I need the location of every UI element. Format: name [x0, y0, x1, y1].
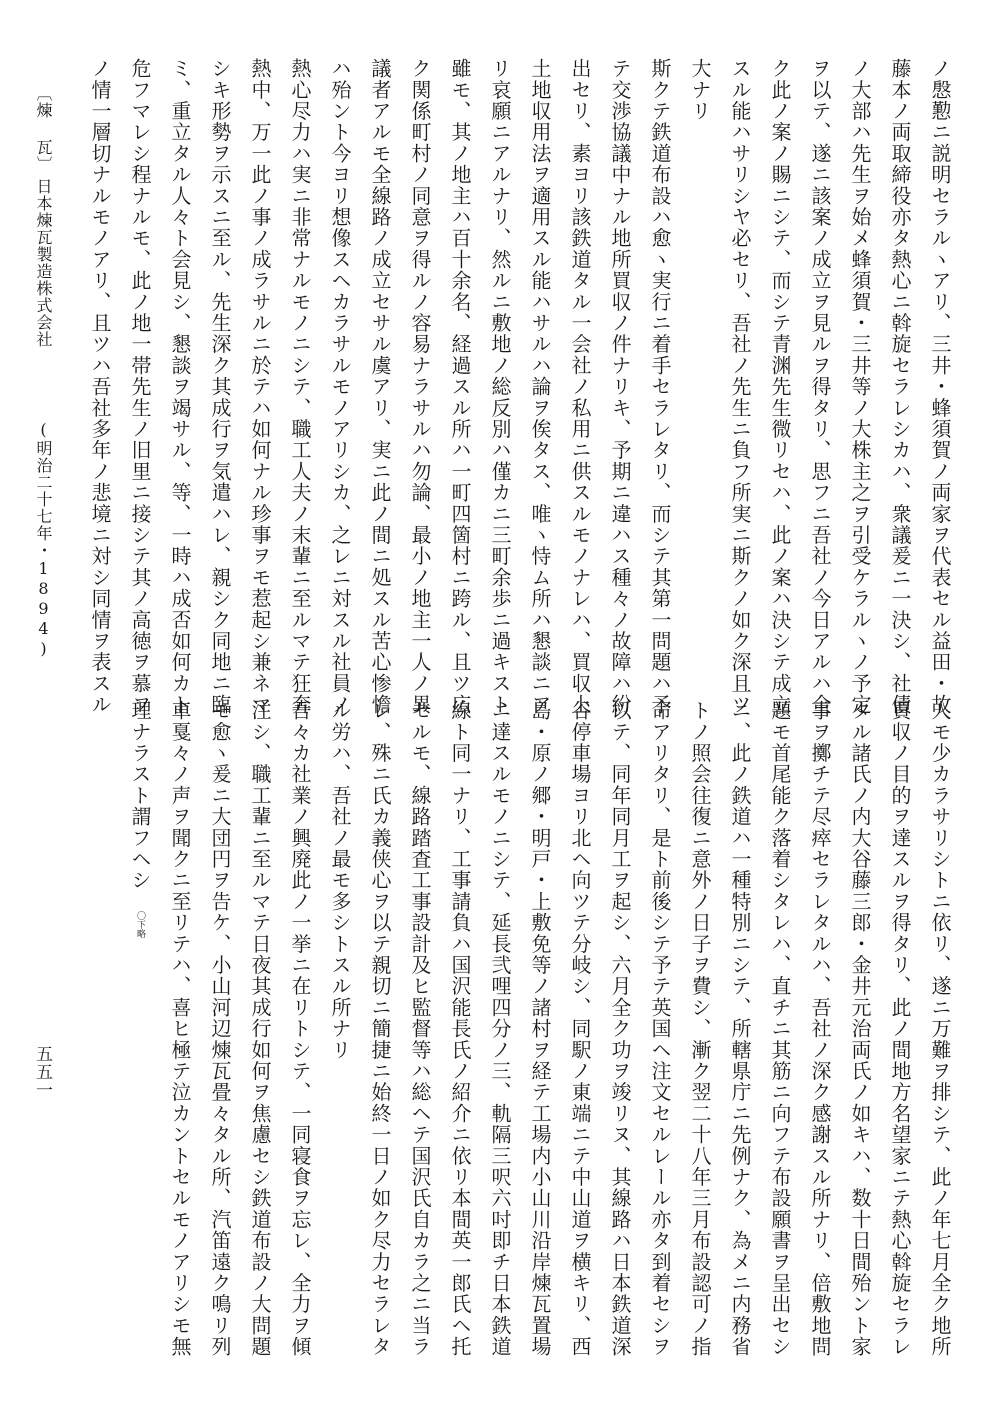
- text-column: 線ト同一ナリ、工事請負ハ国沢能長氏ノ紹介ニ依リ本間英一郎氏ヘ托: [448, 700, 472, 1358]
- text-column: ノ情一層切ナルモノアリ、且ツハ吾社多年ノ悲境ニ対シ同情ヲ表スル: [88, 58, 112, 716]
- footer-series-label: 〔煉 瓦〕: [34, 85, 53, 173]
- omission-note: 〇下略: [135, 910, 145, 938]
- text-column: トノ照会往復ニ意外ノ日子ヲ費シ、漸ク翌二十八年三月布設認可ノ指: [688, 700, 712, 1358]
- text-column: 熱中、万一此ノ事ノ成ラサルニ於テハ如何ナル珍事ヲモ惹起シ兼ネマ: [248, 58, 272, 716]
- text-column: 吾々カ社業ノ興廃此ノ一挙ニ在リトシテ、一同寝食ヲ忘レ、全力ヲ傾: [288, 700, 312, 1358]
- text-column: 以テ、同年同月工ヲ起シ、六月全ク功ヲ竣リヌ、其線路ハ日本鉄道深: [608, 700, 632, 1358]
- text-column: 斯クテ鉄道布設ハ愈ヽ実行ニ着手セラレタリ、而シテ其第一問題ハ予: [648, 58, 672, 716]
- text-column: ル労ハ、吾社ノ最モ多シトスル所ナリ: [328, 700, 352, 1061]
- text-column: 題モ首尾能ク落着シタレハ、直チニ其筋ニ向フテ布設願書ヲ呈出セシ: [768, 700, 792, 1358]
- text-column: タル諸氏ノ内大谷藤三郎・金井元治両氏ノ如キハ、数十日間殆ント家: [848, 700, 872, 1358]
- top-text-block: [80, 58, 960, 716]
- bottom-text-block: [120, 700, 960, 1358]
- text-column: 土地収用法ヲ適用スル能ハサルハ論ヲ俟タス、唯ヽ恃ム所ハ懇談ニア: [528, 58, 552, 716]
- text-column: 藤本ノ両取締役亦タ熱心ニ斡旋セラレシカハ、衆議爰ニ一決シ、社債: [888, 58, 912, 716]
- text-column: ヲ以テ、遂ニ該案ノ成立ヲ見ルヲ得タリ、思フニ吾社ノ今日アルハ全: [808, 58, 832, 716]
- text-column: 大ナリ: [688, 58, 712, 122]
- text-column: リ哀願ニアルナリ、然ルニ敷地ノ総反別ハ僅カニ三町余歩ニ過キスト: [488, 58, 512, 716]
- footer-company-name: 日本煉瓦製造株式会社: [34, 178, 53, 348]
- text-column: ク関係町村ノ同意ヲ得ルノ容易ナラサルハ勿論、最小ノ地主一人ノ異: [408, 58, 432, 716]
- text-column: 命アリタリ、是ト前後シテ予テ英国ヘ注文セルレール亦タ到着セシヲ: [648, 700, 672, 1358]
- text-column: 雖モ、其ノ地主ハ百十余名、経過スル所ハ一町四箇村ニ跨ル、且ツ広: [448, 58, 472, 716]
- text-column: シキ形勢ヲ示スニ至ル、先生深ク其成行ヲ気遣ハレ、親シク同地ニ臨: [208, 58, 232, 716]
- text-column: ニ達スルモノニシテ、延長弐哩四分ノ三、軌隔三呎六吋即チ日本鉄道: [488, 700, 512, 1358]
- text-column: ク此ノ案ノ賜ニシテ、而シテ青渊先生微リセハ、此ノ案ハ決シテ成立: [768, 58, 792, 716]
- text-column: スル能ハサリシヤ必セリ、吾社ノ先生ニ負フ所実ニ斯クノ如ク深且ツ: [728, 58, 752, 716]
- text-column: 理ナラスト謂フヘシ〇下略: [120, 700, 160, 1312]
- text-column: 出セリ、素ヨリ該鉄道タル一会社ノ私用ニ供スルモノナレハ、買収上: [568, 58, 592, 716]
- text-column: ノ大部ハ先生ヲ始メ蜂須賀・三井等ノ大株主之ヲ引受ケラルヽノ予定: [848, 58, 872, 716]
- text-column: 買収ノ目的ヲ達スルヲ得タリ、此ノ間地方名望家ニテ熱心斡旋セラレ: [888, 700, 912, 1358]
- footer-date: (明治二十七年・1894): [34, 420, 53, 659]
- text-column: ニ、此ノ鉄道ハ一種特別ニシテ、所轄県庁ニ先例ナク、為メニ内務省: [728, 700, 752, 1358]
- text-column: レ、殊ニ氏カ義侠心ヲ以テ親切ニ簡捷ニ始終一日ノ如ク尽力セラレタ: [368, 700, 392, 1358]
- text-column: 島・原ノ郷・明戸・上敷免等ノ諸村ヲ経テ工場内小山川沿岸煉瓦置場: [528, 700, 552, 1358]
- page-number: 五五一: [32, 1045, 52, 1099]
- text-column: 人モ少カラサリシトニ依リ、遂ニ万難ヲ排シテ、此ノ年七月全ク地所: [928, 700, 952, 1358]
- text-column: ノ慇懃ニ説明セラルヽアリ、三井・蜂須賀ノ両家ヲ代表セル益田・故: [928, 58, 952, 716]
- text-column: 事ヲ擲チテ尽瘁セラレタルハ、吾社ノ深ク感謝スル所ナリ、倍敷地問: [808, 700, 832, 1358]
- text-column: 危フマレシ程ナルモ、此ノ地一帯先生ノ旧里ニ接シテ其ノ高徳ヲ慕フ: [128, 58, 152, 716]
- text-column: ハ殆ント今ヨリ想像スヘカラサルモノアリシカ、之レニ対スル社員ノ: [328, 58, 352, 716]
- text-column: ミ、重立タル人々ト会見シ、懇談ヲ竭サル、等、一時ハ成否如何カト: [168, 58, 192, 716]
- text-column: テ交渉協議中ナル地所買収ノ件ナリキ、予期ニ違ハス種々ノ故障ハ紛: [608, 58, 632, 716]
- text-column: 車戛々ノ声ヲ聞クニ至リテハ、喜ヒ極テ泣カントセルモノアリシモ無: [168, 700, 192, 1358]
- text-column: 谷停車場ヨリ北ヘ向ツテ分岐シ、同駅ノ東端ニテ中山道ヲ横キリ、西: [568, 700, 592, 1358]
- text-column: 議者アルモ全線路ノ成立セサル虞アリ、実ニ此ノ間ニ処スル苦心惨憺: [368, 58, 392, 716]
- text-column: セルモ、線路踏査工事設計及ヒ監督等ハ総ヘテ国沢氏自カラ之ニ当ラ: [408, 700, 432, 1358]
- text-column: 熱心尽力ハ実ニ非常ナルモノニシテ、職工人夫ノ末輩ニ至ルマテ狂奔: [288, 58, 312, 716]
- text-column: モ愈ヽ爰ニ大団円ヲ告ケ、小山河辺煉瓦畳々タル所、汽笛遠ク鳴リ列: [208, 700, 232, 1358]
- text-column: 注シ、職工輩ニ至ルマテ日夜其成行如何ヲ焦慮セシ鉄道布設ノ大問題: [248, 700, 272, 1358]
